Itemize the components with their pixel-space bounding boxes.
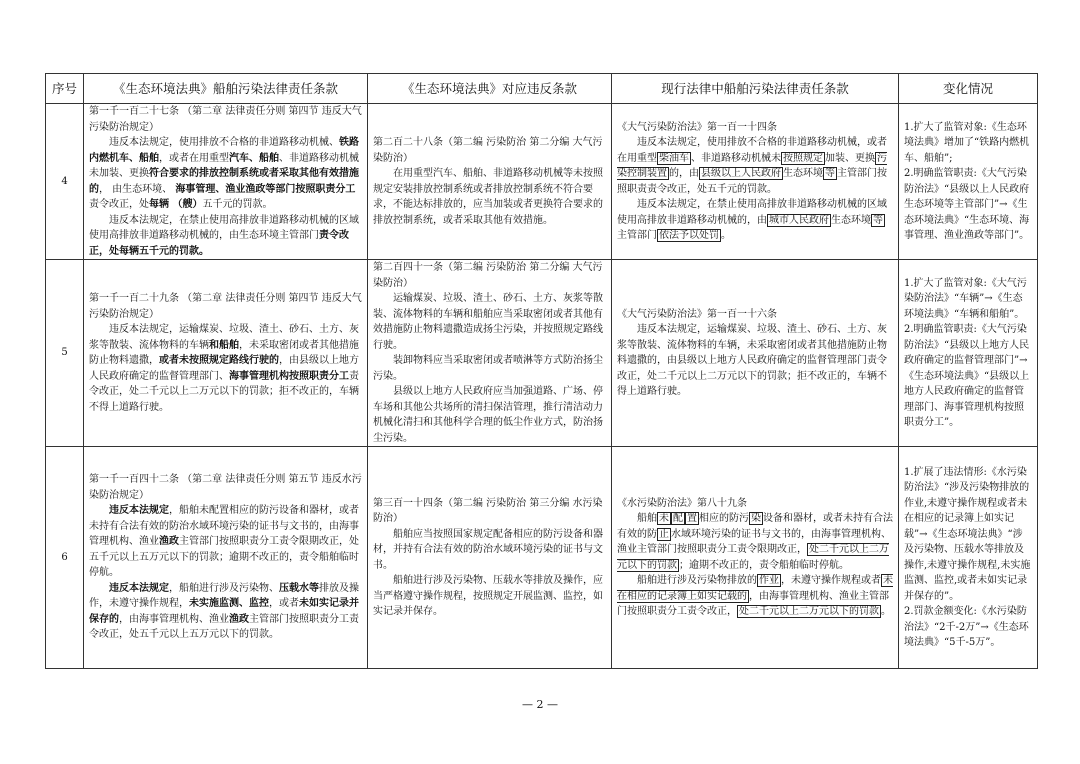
current-law-cell xyxy=(612,447,899,669)
header-code-clause: 《生态环境法典》船舶污染法律责任条款 xyxy=(84,74,368,104)
violated-clause-cell xyxy=(368,447,612,669)
violated-clause-cell xyxy=(368,260,612,447)
changes-cell xyxy=(899,447,1038,669)
row-number: 4 xyxy=(46,104,84,260)
header-no: 序号 xyxy=(46,74,84,104)
change-item: 2.明确监管职责:《大气污染防治法》“县级以上地方人民政府确定的监督管理部门”→《生态环境法典》“县级以上地方人民政府确定的监督管理部门、海事管理机构按照职责分工”。 xyxy=(904,324,1030,428)
change-item: 2.罚款金额变化:《水污染防治法》“2千-2万”→《生态环境法典》“5千-5万”。 xyxy=(904,606,1029,648)
clause-paragraph: 违反本法规定，运输煤炭、垃圾、渣土、砂石、土方、灰浆等散装、流体物料的车辆和船舶，未采取密闭或者其他措施防止物料遗撒，或者未按照规定路线行驶的，由县级以上地方人民政府确定的监督管理部门、海事管理机构按照职责分工责令改正，处二千元以上二万元以下的罚款；拒不改正的，车辆不得上道路行驶。 xyxy=(89,324,359,413)
comparison-table xyxy=(45,73,1038,669)
clause-heading: 第一千一百四十二条 （第二章 法律责任分则 第五节 违反水污染防治规定） xyxy=(89,474,362,501)
table-row xyxy=(46,104,1038,260)
code-clause-cell xyxy=(84,104,368,260)
table-row xyxy=(46,260,1038,447)
change-item: 1.扩展了违法情形:《水污染防治法》“涉及污染物排放的作业,未遵守操作规程或者未在相应的记录簿上如实记载”→《生态环境法典》“涉及污染物、压载水等排放及操作,未遵守操作规程,未实施监测、监控,或者未如实记录并保存的”。 xyxy=(904,466,1031,602)
code-clause-cell xyxy=(84,447,368,669)
change-item: 2.明确监管职责:《大气污染防治法》“县级以上人民政府生态环境等主管部门”→《生态环境法典》“生态环境、海事管理、渔业渔政等部门”。 xyxy=(904,168,1030,241)
clause-heading: 第三百一十四条（第二编 污染防治 第三分编 水污染防治） xyxy=(373,497,603,524)
clause-paragraph: 船舶进行涉及污染物、压载水等排放及操作，应当严格遵守操作规程，按照规定开展监测、监控，如实记录并保存。 xyxy=(373,575,603,617)
clause-paragraph: 违反本法规定，运输煤炭、垃圾、渣土、砂石、土方、灰浆等散装、流体物料的车辆，未采取密闭或者其他措施防止物料遗撒的，由县级以上地方人民政府确定的监督管理部门责令改正，处二千元以上二万元以下的罚款；拒不改正的，车辆不得上道路行驶。 xyxy=(617,324,887,397)
clause-paragraph: 运输煤炭、垃圾、渣土、砂石、土方、灰浆等散装、流体物料的车辆和船舶应当采取密闭或者其他有效措施防止物料遗撒造成扬尘污染，并按照规定路线行驶。 xyxy=(373,293,603,351)
clause-paragraph: 装卸物料应当采取密闭或者喷淋等方式防治扬尘污染。 xyxy=(373,355,603,382)
page-number: — 2 — xyxy=(522,698,558,711)
clause-paragraph: 违反本法规定，在禁止使用高排放非道路移动机械的区域使用高排放非道路移动机械的，由生态环境主管部门责令改正，处每辆五千元的罚款。 xyxy=(89,214,359,257)
clause-paragraph: 船舶进行涉及污染物排放的 作业 ，未遵守操作规程或者 未在相应的记录簿上如实记载的 ，由海事管理机构、渔业主管部门按照职责分工责令改正， 处二千元以上二万元以下的罚款 。 xyxy=(617,575,893,617)
clause-paragraph: 船舶应当按照国家规定配备相应的防污设备和器材，并持有合法有效的防治水域环境污染的证书与文书。 xyxy=(373,528,603,571)
row-number: 5 xyxy=(46,260,84,447)
clause-heading: 《大气污染防治法》第一百一十六条 xyxy=(617,308,777,320)
clause-paragraph: 违反本法规定，使用排放不合格的非道路移动机械，或者在用重型 柴油车 、非道路移动机械未 按照规定 加装、更换 污染控制装置 的，由 县级以上人民政府 生态环境 等 主管部门按照职责责令改正，处五千元的罚款。 xyxy=(617,137,887,195)
clause-heading: 第二百四十一条（第二编 污染防治 第二分编 大气污染防治） xyxy=(373,262,603,289)
clause-heading: 《水污染防治法》第八十九条 xyxy=(617,497,747,509)
change-item: 1.扩大了监管对象:《大气污染防治法》“车辆”→《生态环境法典》“车辆和船舶”。 xyxy=(904,277,1027,320)
clause-heading: 第一千一百二十九条 （第二章 法律责任分则 第四节 违反大气污染防治规定） xyxy=(89,293,362,320)
clause-paragraph: 违反本法规定，船舶进行涉及污染物、压载水等排放及操作，未遵守操作规程，未实施监测、监控，或者未如实记录并保存的，由海事管理机构、渔业渔政主管部门按照职责分工责令改正，处五千元以上五万元以下的罚款。 xyxy=(89,582,359,641)
header-row xyxy=(46,74,1038,104)
changes-cell xyxy=(899,104,1038,260)
clause-heading: 第二百二十八条（第二编 污染防治 第二分编 大气污染防治） xyxy=(373,137,603,164)
clause-paragraph: 县级以上地方人民政府应当加强道路、广场、停车场和其他公共场所的清扫保洁管理，推行清洁动力机械化清扫和其他科学合理的低尘作业方式，防治扬尘污染。 xyxy=(373,386,603,444)
change-item: 1.扩大了监管对象:《生态环境法典》增加了“铁路内燃机车、船舶”; xyxy=(904,121,1030,164)
current-law-cell xyxy=(612,104,899,260)
header-violated-clause: 《生态环境法典》对应违反条款 xyxy=(368,74,612,104)
clause-heading: 第一千一百二十七条 （第二章 法律责任分则 第四节 违反大气污染防治规定） xyxy=(89,106,362,133)
header-changes: 变化情况 xyxy=(899,74,1038,104)
clause-paragraph: 违反本法规定，使用排放不合格的非道路移动机械、铁路内燃机车、船舶，或者在用重型汽车、船舶、非道路移动机械未加装、更换符合要求的排放控制系统或者采取其他有效措施的， 由生态环境、 海事管理、渔业渔政等部门按照职责分工责令改正，处每辆 （艘）五千元的罚款。 xyxy=(89,137,359,210)
clause-heading: 《大气污染防治法》第一百一十四条 xyxy=(617,121,777,133)
code-clause-cell xyxy=(84,260,368,447)
changes-cell xyxy=(899,260,1038,447)
header-current-law: 现行法律中船舶污染法律责任条款 xyxy=(612,74,899,104)
clause-paragraph: 违反本法规定，在禁止使用高排放非道路移动机械的区域使用高排放非道路移动机械的，由 城市人民政府 生态环境 等主管部门 依法予以处罚 。 xyxy=(617,199,887,241)
clause-paragraph: 在用重型汽车、船舶、非道路移动机械等未按照规定安装排放控制系统或者排放控制系统不符合要求，不能达标排放的，应当加装或者更换符合要求的排放控制系统，或者采取其他有效措施。 xyxy=(373,168,603,226)
clause-paragraph: 船舶 未 配 置 相应的防污 染 设备和器材，或者未持有合法有效的防 止 水域环境污染的证书与文书的，由海事管理机构、渔业主管部门按照职责分工责令限期改正， 处二千元以上二万元以下的罚款 ；逾期不改正的，责令船舶临时停航。 xyxy=(617,513,893,571)
clause-paragraph: 违反本法规定，船舶未配置相应的防污设备和器材，或者未持有合法有效的防治水域环境污染的证书与文书的，由海事管理机构、渔业渔政主管部门按照职责分工责令限期改正，处五千元以上五万元以下的罚款；逾期不改正的，责令船舶临时停航。 xyxy=(89,505,359,579)
table-row xyxy=(46,447,1038,669)
row-number: 6 xyxy=(46,447,84,669)
current-law-cell xyxy=(612,260,899,447)
violated-clause-cell xyxy=(368,104,612,260)
